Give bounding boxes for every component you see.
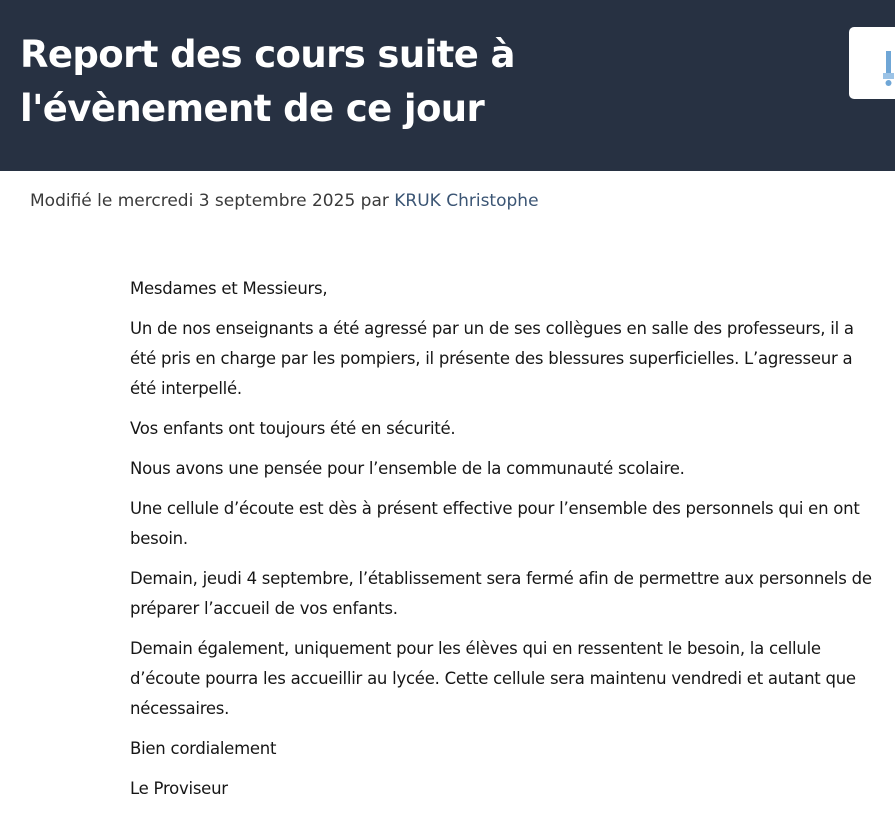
modified-date-text: Modifié le mercredi 3 septembre 2025 par	[30, 191, 395, 211]
article-meta	[30, 188, 539, 214]
page-title-line-2: l'évènement de ce jour	[20, 87, 485, 130]
institution-logo[interactable]	[849, 27, 895, 99]
article-paragraph-safety: Vos enfants ont toujours été en sécurité.	[130, 419, 456, 438]
article-paragraph-community: Nous avons une pensée pour l’ensemble de la communauté scolaire.	[130, 459, 685, 478]
article-paragraph-closing: Bien cordialement	[130, 739, 277, 758]
page-title	[20, 28, 780, 136]
article-paragraph-greeting: Mesdames et Messieurs,	[130, 279, 328, 298]
article-paragraph-support: Demain également, uniquement pour les élèves qui en ressentent le besoin, la cellule d’écoute pourra les accueillir au lycée. Cette cellule sera maintenu vendredi et autant que nécessaires.	[130, 639, 856, 718]
page-title-line-1: Report des cours suite à	[20, 33, 515, 76]
article-paragraph-closure: Demain, jeudi 4 septembre, l’établissement sera fermé afin de permettre aux personnels de préparer l’accueil de vos enfants.	[130, 569, 872, 618]
article-body	[130, 274, 875, 814]
article-paragraph-signature: Le Proviseur	[130, 779, 228, 798]
page-header	[0, 0, 895, 171]
author-link[interactable]: KRUK Christophe	[394, 191, 539, 211]
article-paragraph-incident: Un de nos enseignants a été agressé par un de ses collègues en salle des professeurs, il a été pris en charge par les pompiers, il présente des blessures superficielles. L’agresseur a été interpellé.	[130, 319, 854, 398]
institution-logo-icon	[877, 47, 895, 87]
article-paragraph-listening-cell: Une cellule d’écoute est dès à présent effective pour l’ensemble des personnels qui en ont besoin.	[130, 499, 860, 548]
